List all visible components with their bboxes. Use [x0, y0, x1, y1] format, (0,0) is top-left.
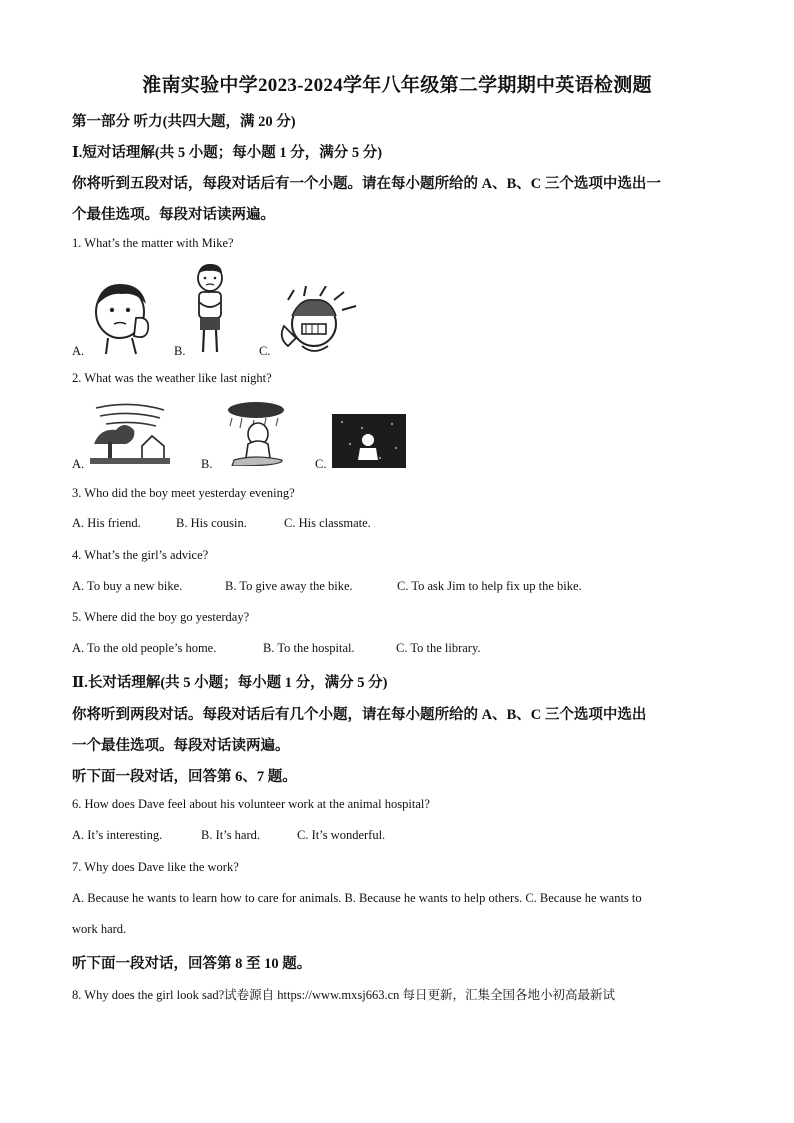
question-1-option-b: B.	[174, 344, 186, 358]
section1-instruction-line1: 你将听到五段对话，每段对话后有一个小题。请在每小题所给的 A、B、C 三个选项中选出一	[72, 176, 661, 192]
question-2-option-b: B.	[201, 457, 213, 471]
question-4-text: 4. What’s the girl’s advice?	[72, 548, 209, 562]
question-3-option-c: C. His classmate.	[284, 516, 371, 530]
question-4-option-b: B. To give away the bike.	[225, 579, 353, 593]
toothache-boy-image	[88, 278, 158, 356]
question-3-option-b: B. His cousin.	[176, 516, 247, 530]
question-1-option-a: A.	[72, 344, 85, 358]
question-4-option-c: C. To ask Jim to help fix up the bike.	[397, 579, 582, 593]
question-6-option-c: C. It’s wonderful.	[297, 828, 386, 842]
part1-heading: 第一部分 听力(共四大题，满 20 分)	[72, 114, 296, 130]
rainy-weather-image	[220, 400, 290, 466]
question-5-option-c: C. To the library.	[396, 641, 481, 655]
headache-man-image	[274, 286, 360, 356]
section2-instruction-line1: 你将听到两段对话。每段对话后有几个小题，请在每小题所给的 A、B、C 三个选项中选出	[72, 707, 647, 723]
question-7-text: 7. Why does Dave like the work?	[72, 860, 239, 874]
question-6-option-b: B. It’s hard.	[201, 828, 261, 842]
dialogue-group-2-heading: 听下面一段对话，回答第 8 至 10 题。	[72, 956, 312, 972]
page-title: 淮南实验中学2023-2024学年八年级第二学期期中英语检测题	[142, 75, 652, 96]
question-6-option-a: A. It’s interesting.	[72, 828, 163, 842]
question-5-option-b: B. To the hospital.	[263, 641, 355, 655]
question-3-option-a: A. His friend.	[72, 516, 141, 530]
section1-instruction-line2: 个最佳选项。每段对话读两遍。	[72, 207, 275, 223]
question-5-option-a: A. To the old people’s home.	[72, 641, 217, 655]
section2-instruction-line2: 一个最佳选项。每段对话读两遍。	[72, 738, 290, 754]
section1-heading: Ⅰ.短对话理解(共 5 小题；每小题 1 分，满分 5 分)	[72, 145, 383, 161]
dialogue-group-1-heading: 听下面一段对话，回答第 6、7 题。	[72, 769, 297, 785]
snowy-night-image	[332, 414, 406, 468]
windy-weather-image	[90, 400, 170, 466]
question-7-options-line1: A. Because he wants to learn how to care for animals. B. Because he wants to help others. C. Because he wants to	[72, 891, 642, 905]
stomachache-boy-image	[190, 262, 230, 356]
section2-heading: Ⅱ.长对话理解(共 5 小题；每小题 1 分，满分 5 分)	[72, 675, 388, 691]
question-5-text: 5. Where did the boy go yesterday?	[72, 610, 250, 624]
question-2-option-a: A.	[72, 457, 85, 471]
question-4-option-a: A. To buy a new bike.	[72, 579, 183, 593]
question-2-option-c: C.	[315, 457, 327, 471]
question-8-text: 8. Why does the girl look sad?试卷源自 https://www.mxsj663.cn 每日更新，汇集全国各地小初高最新试	[72, 988, 616, 1002]
question-7-options-line2: work hard.	[72, 922, 127, 936]
question-1-text: 1. What’s the matter with Mike?	[72, 236, 234, 250]
question-3-text: 3. Who did the boy meet yesterday evening?	[72, 486, 295, 500]
question-1-option-c: C.	[259, 344, 271, 358]
question-6-text: 6. How does Dave feel about his volunteer work at the animal hospital?	[72, 797, 430, 811]
question-2-text: 2. What was the weather like last night?	[72, 371, 272, 385]
